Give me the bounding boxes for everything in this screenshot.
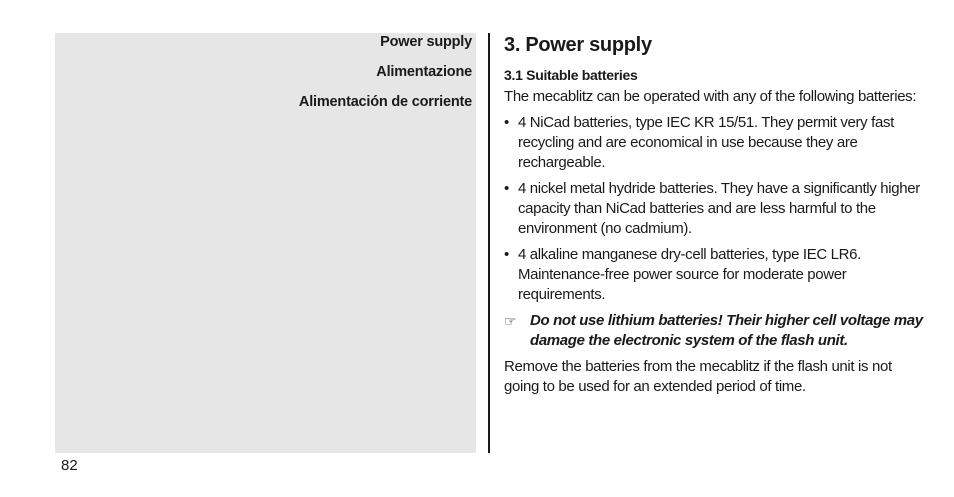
intro-paragraph: The mecablitz can be operated with any of the following batteries: [504,88,917,105]
bullet-text: 4 alkaline manganese dry-cell batteries, type IEC LR6. Maintenance-free power source for moderate power requirements. [518,246,861,303]
warning-text: Do not use lithium batteries! Their higher cell voltage may damage the electronic system of the flash unit. [530,312,923,349]
heading-english: Power supply [380,34,472,50]
pointing-hand-icon: ☞ [504,313,517,329]
bullet-text: 4 nickel metal hydride batteries. They have a significantly higher capacity than NiCad batteries and are less harmful to the environment (no cadmium). [518,180,920,237]
column-divider [488,33,490,453]
page-number: 82 [61,457,78,474]
list-item [504,245,929,305]
warning-note [504,311,929,351]
bullet-icon: • [504,180,509,197]
section-title: 3. Power supply [504,34,652,56]
list-item [504,179,929,239]
section-content [504,32,929,403]
subsection-title: 3.1 Suitable batteries [504,67,638,83]
bullet-text: 4 NiCad batteries, type IEC KR 15/51. They permit very fast recycling and are economical in use because they are rechargeable. [518,114,894,171]
left-heading-panel [55,33,476,453]
bullet-icon: • [504,114,509,131]
heading-spanish: Alimentación de corriente [298,94,472,110]
heading-italian: Alimentazione [376,64,472,80]
list-item [504,113,929,173]
closing-paragraph: Remove the batteries from the mecablitz if the flash unit is not going to be used for an extended period of time. [504,358,892,395]
bullet-icon: • [504,246,509,263]
